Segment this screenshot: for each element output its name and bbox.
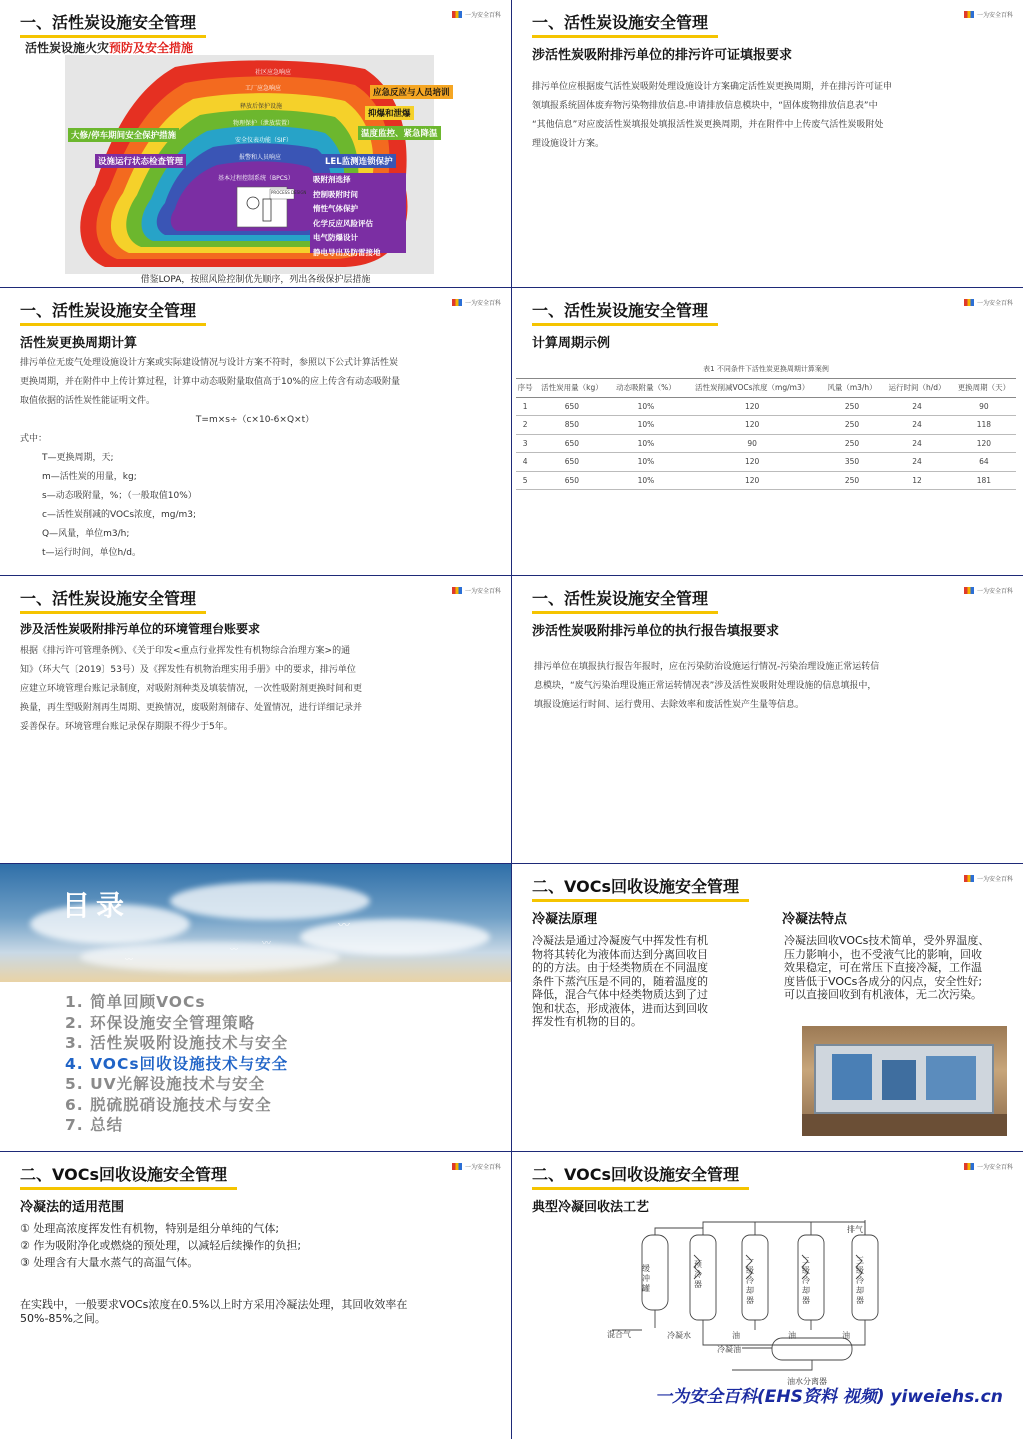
body-line: 换量，再生型吸附剂再生周期、更换情况，废吸附剂储存、处置情况，进行详细记录并: [20, 703, 363, 713]
measure-5: 静电导出及防雷接地: [313, 247, 381, 257]
subtitle-part-a: 活性炭设施火灾: [25, 41, 110, 55]
body-line: 可以直接回收到有机液体，无二次污染。: [784, 988, 982, 1001]
table-header: 活性炭削减VOCs浓度（mg/m3）: [682, 379, 822, 398]
body-line: 降低，混合气体中烃类物质达到了过: [532, 988, 708, 1001]
table-cell: 250: [822, 397, 882, 416]
logo-text: 一为安全百科: [976, 588, 1013, 595]
body-line: 知》（环大气〔2019〕53号）及《挥发性有机物治理实用手册》中的要求，排污单位: [20, 665, 356, 675]
slide-toc: [0, 864, 511, 1151]
logo-icon: [452, 299, 462, 306]
label-condensed-oil: 冷凝油: [717, 1345, 741, 1354]
figure-caption: 借鉴LOPA，按照风险控制优先顺序，列出各级保护层措施: [140, 275, 371, 285]
table-cell: 650: [534, 434, 609, 453]
label-precooler: 预冷器: [694, 1260, 702, 1289]
cloud-shape: [300, 919, 490, 955]
layer-label-2: 释放后保护设施: [240, 103, 283, 110]
slide-condensation-principle: [512, 864, 1023, 1151]
logo-text: 一为安全百科: [976, 1164, 1013, 1171]
list-item: ③ 处理含有大量水蒸气的高温气体。: [20, 1256, 199, 1269]
list-item: ① 处理高浓度挥发性有机物，特别是组分单纯的气体;: [20, 1222, 280, 1235]
brand-logo: [964, 1162, 1013, 1171]
slide-ledger: [0, 576, 511, 863]
logo-icon: [452, 587, 462, 594]
table-header: 活性炭用量（kg）: [534, 379, 609, 398]
definition-item: m—活性炭的用量，kg;: [42, 472, 137, 482]
table-cell: 12: [882, 471, 952, 490]
table-cell: 2: [516, 416, 534, 435]
right-heading: 冷凝法特点: [782, 912, 848, 927]
ground-shape: [802, 1114, 1007, 1136]
body-line: 应建立环境管理台账记录制度，对吸附剂种类及填装情况，一次性吸附剂更换时间和更: [20, 684, 363, 694]
table-header: 风量（m3/h）: [822, 379, 882, 398]
slide-subtitle: [25, 39, 193, 56]
definition-item: s—动态吸附量，%；（一般取值10%）: [42, 491, 197, 501]
slide-subtitle: 活性炭更换周期计算: [20, 336, 138, 351]
logo-text: 一为安全百科: [464, 1164, 501, 1171]
logo-text: 一为安全百科: [464, 588, 501, 595]
toc-item[interactable]: 7. 总结: [65, 1116, 124, 1134]
definitions: [20, 449, 490, 563]
body-line: 排污单位无废气处理设施设计方案或实际建设情况与设计方案不符时，参照以下公式计算活性炭: [20, 358, 399, 368]
slide-exec-report: [512, 576, 1023, 863]
table-header: 动态吸附量（%）: [610, 379, 683, 398]
body-line: 冷凝法回收VOCs技术简单，受外界温度、: [784, 934, 990, 947]
measure-4: 电气防爆设计: [313, 233, 358, 242]
sky-banner: [0, 864, 511, 982]
label-cooler-1: 一级冷却器: [746, 1256, 754, 1305]
logo-icon: [964, 875, 974, 882]
process-design-label: PROCESS DESIGN: [271, 190, 307, 195]
slide-title: 二、VOCs回收设施安全管理: [20, 1162, 227, 1187]
table-cell: 650: [534, 453, 609, 472]
cloud-shape: [170, 882, 370, 920]
brand-logo: [964, 298, 1013, 307]
toc-title: 目录: [62, 889, 131, 922]
bird-icon: 〰: [125, 955, 133, 964]
measures-box: [310, 173, 406, 257]
vessel-shape: [832, 1054, 872, 1100]
table-cell: 5: [516, 471, 534, 490]
table-cell: 24: [882, 416, 952, 435]
table-cell: 24: [882, 397, 952, 416]
label-inlet: 混合气: [607, 1330, 631, 1339]
body-line: 在实践中，一般要求VOCs浓度在0.5%以上时方采用冷凝法处理，其回收效率在: [20, 1298, 408, 1311]
body-line: 挥发性有机物的目的。: [532, 1015, 642, 1028]
defs-head: 式中：: [20, 434, 48, 444]
callout-temperature: 温度监控、紧急降温: [358, 126, 441, 140]
table-row: [516, 453, 1016, 472]
table-cell: 24: [882, 434, 952, 453]
logo-icon: [964, 11, 974, 18]
logo-text: 一为安全百科: [976, 12, 1013, 19]
layer-label-0: 社区应急响应: [255, 69, 292, 76]
table-body: [516, 397, 1016, 490]
table-row: [516, 397, 1016, 416]
slide-subtitle: 涉活性炭吸附排污单位的排污许可证填报要求: [532, 48, 793, 63]
body-text: [532, 78, 892, 154]
logo-icon: [964, 1163, 974, 1170]
label-separator: 油水分离器: [787, 1377, 827, 1386]
body-line: 50%-85%之间。: [20, 1312, 106, 1325]
label-oil: 油: [842, 1331, 850, 1340]
callout-lel: LEL监测连锁保护: [322, 154, 396, 168]
body-line: 物将其转化为液体而达到分离回收目: [532, 947, 708, 961]
layer-label-6: 基本过程控制系统（BPCS）: [218, 175, 294, 182]
brand-logo: [452, 1162, 501, 1171]
table-cell: 350: [822, 453, 882, 472]
slide-title: 一、活性炭设施安全管理: [532, 10, 708, 35]
definition-item: c—活性炭削减的VOCs浓度，mg/m3;: [42, 510, 197, 520]
logo-text: 一为安全百科: [976, 300, 1013, 307]
bird-icon: 〰: [338, 918, 351, 932]
label-cooler-3: 三级冷却器: [856, 1256, 864, 1305]
measure-3: 化学反应风险评估: [313, 218, 373, 228]
table-cell: 64: [952, 453, 1016, 472]
body-line: 理设施设计方案。: [532, 139, 605, 149]
slide-subtitle: 计算周期示例: [532, 336, 611, 351]
body-line: 冷凝法是通过冷凝废气中挥发性有机: [532, 934, 708, 947]
vessel-shape: [882, 1060, 916, 1100]
table-cell: 650: [534, 397, 609, 416]
brand-logo: [964, 586, 1013, 595]
body-text: [534, 658, 879, 715]
definition-item: Q—风量，单位m3/h;: [42, 529, 130, 539]
toc-item[interactable]: 3. 活性炭吸附设施技术与安全: [65, 1034, 289, 1052]
table-caption: 表1 不同条件下活性炭更换周期计算案例: [703, 365, 829, 373]
callout-emergency: 应急反应与人员培训: [370, 85, 453, 99]
table-cell: 4: [516, 453, 534, 472]
callout-status-check: 设施运行状态检查管理: [95, 154, 186, 168]
vessel-shape: [926, 1056, 976, 1100]
logo-text: 一为安全百科: [464, 300, 501, 307]
table-cell: 10%: [610, 453, 683, 472]
body-line: 排污单位应根据废气活性炭吸附处理设施设计方案确定活性炭更换周期，并在排污许可证申: [532, 82, 893, 92]
measure-2: 惰性气体保护: [313, 204, 358, 213]
layer-label-3: 物理保护（泄放装置）: [233, 120, 294, 127]
scope-list: [20, 1220, 301, 1271]
layer-label-1: 工厂应急响应: [245, 85, 282, 92]
table-cell: 10%: [610, 471, 683, 490]
toc-item[interactable]: 6. 脱硫脱硝设施技术与安全: [65, 1095, 272, 1114]
table-cell: 10%: [610, 397, 683, 416]
equipment-photo: [802, 1026, 1007, 1136]
table-cell: 24: [882, 453, 952, 472]
body-line: “其他信息”对应废活性炭填报处填报活性炭更换周期，并在附件中上传废气活性炭吸附处: [532, 120, 884, 130]
slide-title: 一、活性炭设施安全管理: [532, 586, 708, 611]
table-header: 运行时间（h/d）: [882, 379, 952, 398]
table-cell: 3: [516, 434, 534, 453]
slide-cycle-calc: [0, 288, 511, 575]
brand-logo: [964, 10, 1013, 19]
measure-1: 控制吸附时间: [313, 189, 358, 199]
table-cell: 650: [534, 471, 609, 490]
table-cell: 850: [534, 416, 609, 435]
slide-title: 二、VOCs回收设施安全管理: [532, 1162, 739, 1187]
left-heading: 冷凝法原理: [532, 912, 598, 927]
subtitle-part-b: 预防及安全措施: [109, 41, 194, 55]
table-row: [516, 434, 1016, 453]
brand-logo: [452, 586, 501, 595]
table-header: 序号: [516, 379, 534, 398]
bird-icon: 〰: [230, 945, 238, 954]
table-cell: 250: [822, 416, 882, 435]
watermark: 一为安全百科(EHS资料 视频) yiweiehs.cn: [655, 1387, 1003, 1407]
label-buffer: 缓冲罐: [642, 1264, 650, 1293]
definition-item: t—运行时间，单位h/d。: [42, 548, 141, 558]
slide-subtitle: 冷凝法的适用范围: [20, 1200, 125, 1215]
callout-shutdown: 大修/停车期间安全保护措施: [68, 128, 179, 142]
logo-text: 一为安全百科: [464, 12, 501, 19]
table-row: [516, 471, 1016, 490]
brand-logo: [452, 10, 501, 19]
body-line: 度皆低于VOCs各成分的闪点，安全性好;: [784, 974, 983, 988]
table-header-row: [516, 379, 1016, 398]
list-item: ② 作为吸附净化或燃烧的预处理，以减轻后续操作的负担;: [20, 1239, 302, 1252]
table-header: 更换周期（天）: [952, 379, 1016, 398]
bird-icon: 〰: [262, 939, 272, 949]
slide-subtitle: 涉活性炭吸附排污单位的执行报告填报要求: [532, 624, 780, 639]
table-cell: 118: [952, 416, 1016, 435]
body-text: [20, 354, 490, 563]
slide-title: 一、活性炭设施安全管理: [20, 298, 196, 323]
layer-label-4: 安全仪表功能（SIF）: [235, 137, 293, 144]
table-cell: 120: [682, 453, 822, 472]
body-line: 妥善保存。环境管理台账记录保存期限不得少于5年。: [20, 722, 233, 732]
slide-title: 一、活性炭设施安全管理: [532, 298, 708, 323]
toc-item[interactable]: 5. UV光解设施技术与安全: [65, 1075, 266, 1093]
body-text: [20, 642, 362, 737]
body-line: 的的方法。由于烃类物质在不同温度: [532, 961, 708, 974]
cycle-table: [516, 378, 1016, 490]
body-line: 领填报系统固体废弃物污染物排放信息-申请排放信息模块中，“固体废物排放信息表”中: [532, 101, 878, 111]
table-cell: 120: [682, 416, 822, 435]
scope-note: [20, 1298, 407, 1326]
slide-title: 二、VOCs回收设施安全管理: [532, 874, 739, 899]
layer-label-5: 报警和人员响应: [239, 154, 282, 161]
label-oil: 油: [788, 1331, 796, 1340]
slide-lopa: [0, 0, 511, 287]
slide-subtitle: 涉及活性炭吸附排污单位的环境管理台账要求: [20, 622, 261, 636]
body-line: 更换周期，并在附件中上传计算过程，计算中动态吸附量取值高于10%的应上传含有动态吸附量: [20, 377, 401, 387]
label-oil: 油: [732, 1331, 740, 1340]
body-line: 根据《排污许可管理条例》、《关于印发<重点行业挥发性有机物综合治理方案>的通: [20, 646, 351, 656]
brand-logo: [452, 298, 501, 307]
label-cooler-2: 二级冷却器: [802, 1256, 810, 1305]
body-line: 排污单位在填报执行报告年报时，应在污染防治设施运行情况-污染治理设施正常运转信: [534, 662, 880, 672]
definition-item: T—更换周期，天;: [42, 453, 114, 463]
toc-item[interactable]: 1. 简单回顾VOCs: [65, 993, 206, 1011]
table-cell: 120: [682, 397, 822, 416]
toc-item-active[interactable]: 4. VOCs回收设施技术与安全: [65, 1054, 289, 1073]
table-row: [516, 416, 1016, 435]
table-cell: 250: [822, 471, 882, 490]
slide-subtitle: 典型冷凝回收法工艺: [532, 1200, 650, 1215]
cloud-shape: [80, 942, 340, 972]
label-water: 冷凝水: [667, 1331, 691, 1340]
slide-title: 一、活性炭设施安全管理: [20, 10, 196, 35]
logo-icon: [964, 587, 974, 594]
table-cell: 181: [952, 471, 1016, 490]
logo-text: 一为安全百科: [976, 876, 1013, 883]
body-line: 条件下蒸汽压是不同的，随着温度的: [532, 974, 708, 988]
brand-logo: [964, 874, 1013, 883]
toc-item[interactable]: 2. 环保设施安全管理策略: [65, 1013, 256, 1032]
table-cell: 120: [682, 471, 822, 490]
label-exhaust: 排气: [847, 1225, 863, 1234]
table-cell: 120: [952, 434, 1016, 453]
toc-list: [65, 992, 288, 1136]
table-cell: 250: [822, 434, 882, 453]
slide-scope: [0, 1152, 511, 1439]
body-line: 填报设施运行时间、运行费用、去除效率和废活性炭产生量等信息。: [534, 700, 805, 710]
body-line: 效果稳定，可在常压下直接冷凝，工作温: [784, 961, 982, 974]
body-line: 息模块，“废气污染治理设施正常运转情况表”涉及活性炭吸附处理设施的信息填报中，: [534, 681, 877, 691]
body-line: 饱和状态，形成液体，进而达到回收: [532, 1001, 708, 1015]
table-cell: 10%: [610, 416, 683, 435]
table-cell: 90: [682, 434, 822, 453]
logo-icon: [452, 11, 462, 18]
table-cell: 90: [952, 397, 1016, 416]
formula: T=m×s÷（c×10-6×Q×t）: [195, 415, 315, 425]
table-cell: 10%: [610, 434, 683, 453]
slide-permit: [512, 0, 1023, 287]
right-body: [784, 934, 989, 1002]
left-body: [532, 934, 708, 1029]
body-line: 取值依据的活性炭性能证明文件。: [20, 396, 156, 406]
logo-icon: [964, 299, 974, 306]
logo-icon: [452, 1163, 462, 1170]
body-line: 压力影响小，也不受液气比的影响，回收: [784, 947, 982, 961]
slide-title: 一、活性炭设施安全管理: [20, 586, 196, 611]
measure-0: 吸附剂选择: [313, 175, 351, 184]
table-cell: 1: [516, 397, 534, 416]
callout-explosion: 抑爆和泄爆: [365, 106, 414, 120]
